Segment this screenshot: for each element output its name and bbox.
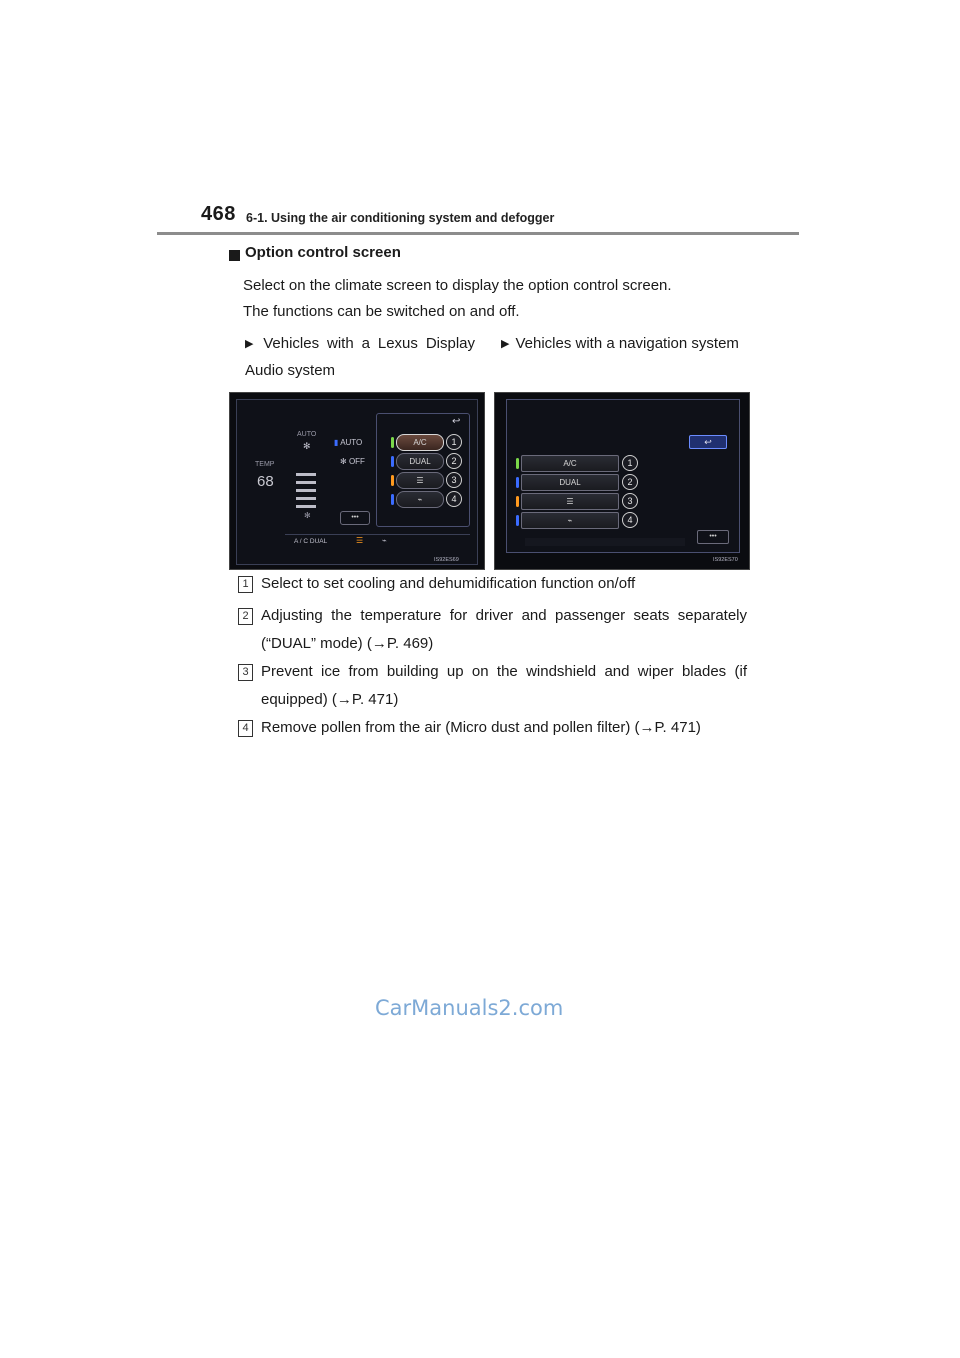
item-text-1: Select to set cooling and dehumidification function on/off (261, 575, 636, 592)
recirc-icon: ⌁ (382, 536, 387, 545)
callout-3: 3 (622, 493, 638, 509)
pollen-filter-icon: ⌁ (417, 495, 423, 504)
item-number-4: 4 (238, 720, 253, 737)
pollen-filter-button[interactable] (396, 491, 444, 508)
temp-label: TEMP (255, 461, 275, 468)
wiper-deicer-button[interactable] (396, 472, 444, 489)
back-button[interactable] (689, 435, 727, 449)
ac-button[interactable]: A/C (396, 434, 444, 451)
dual-button[interactable]: DUAL (521, 474, 619, 491)
fan-level-bar (296, 497, 316, 500)
header-rule (157, 232, 799, 235)
auto-button[interactable]: ▮ AUTO (334, 438, 363, 447)
option-panel (376, 413, 470, 527)
fan-level-bar (296, 505, 316, 508)
fan-level-bar (296, 473, 316, 476)
fan-small-icon: ✻ (304, 511, 311, 520)
ac-button[interactable]: A/C (521, 455, 619, 472)
item-text-4: Remove pollen from the air (Micro dust and pollen filter) (→P. 471) (261, 719, 701, 736)
item-text-3: Prevent ice from building up on the windshield and wiper blades (if equipped) (→P. 471) (261, 663, 747, 708)
more-button[interactable]: ••• (697, 530, 729, 544)
callout-1: 1 (446, 434, 462, 450)
callout-2: 2 (622, 474, 638, 490)
triangle-bullet-icon: ▶ (245, 338, 258, 350)
item-number-3: 3 (238, 664, 253, 681)
triangle-bullet-icon: ▶ (501, 338, 510, 350)
temp-value: 68 (257, 473, 274, 490)
watermark: CarManuals2.com (375, 996, 564, 1020)
page-number: 468 (201, 203, 236, 225)
variant-label-display-audio: ▶ Vehicles with a Lexus Display Audio system (245, 335, 475, 379)
auto-label: AUTO (297, 431, 317, 438)
navigation-screenshot (494, 392, 750, 570)
bottom-status-strip (525, 538, 685, 546)
section-heading: Option control screen (245, 244, 401, 261)
square-bullet-icon (229, 250, 240, 261)
pollen-filter-icon: ⌁ (567, 516, 573, 525)
callout-2: 2 (446, 453, 462, 469)
item-text-2: Adjusting the temperature for driver and passenger seats separately (“DUAL” mode) (→P. 469) (261, 607, 747, 652)
wiper-deicer-button[interactable] (521, 493, 619, 510)
bottom-bar-label: A / C DUAL (294, 538, 328, 545)
callout-4: 4 (622, 512, 638, 528)
more-button[interactable]: ••• (340, 511, 370, 525)
defrost-icon: ☰ (356, 536, 364, 545)
display-audio-screenshot (229, 392, 485, 570)
fan-level-bar (296, 489, 316, 492)
callout-3: 3 (446, 472, 462, 488)
intro-line-1: Select on the climate screen to display the option control screen. (243, 277, 672, 294)
back-icon[interactable]: ↩ (452, 416, 461, 427)
variant-label-navigation: ▶ Vehicles with a navigation system (501, 335, 739, 352)
callout-4: 4 (446, 491, 462, 507)
image-code: IS92ES69 (434, 557, 459, 563)
pollen-filter-button[interactable] (521, 512, 619, 529)
intro-line-2: The functions can be switched on and off. (243, 303, 520, 320)
image-code: IS92ES70 (713, 557, 738, 563)
section-title: 6-1. Using the air conditioning system and defogger (246, 211, 555, 225)
off-button[interactable]: ✻ OFF (340, 457, 365, 466)
back-icon: ↩ (704, 437, 712, 447)
callout-1: 1 (622, 455, 638, 471)
dual-button[interactable]: DUAL (396, 453, 444, 470)
wiper-deicer-icon: ☰ (566, 497, 574, 506)
wiper-deicer-icon: ☰ (416, 476, 424, 485)
fan-icon: ✻ (303, 441, 311, 451)
item-number-1: 1 (238, 576, 253, 593)
item-number-2: 2 (238, 608, 253, 625)
fan-level-bar (296, 481, 316, 484)
